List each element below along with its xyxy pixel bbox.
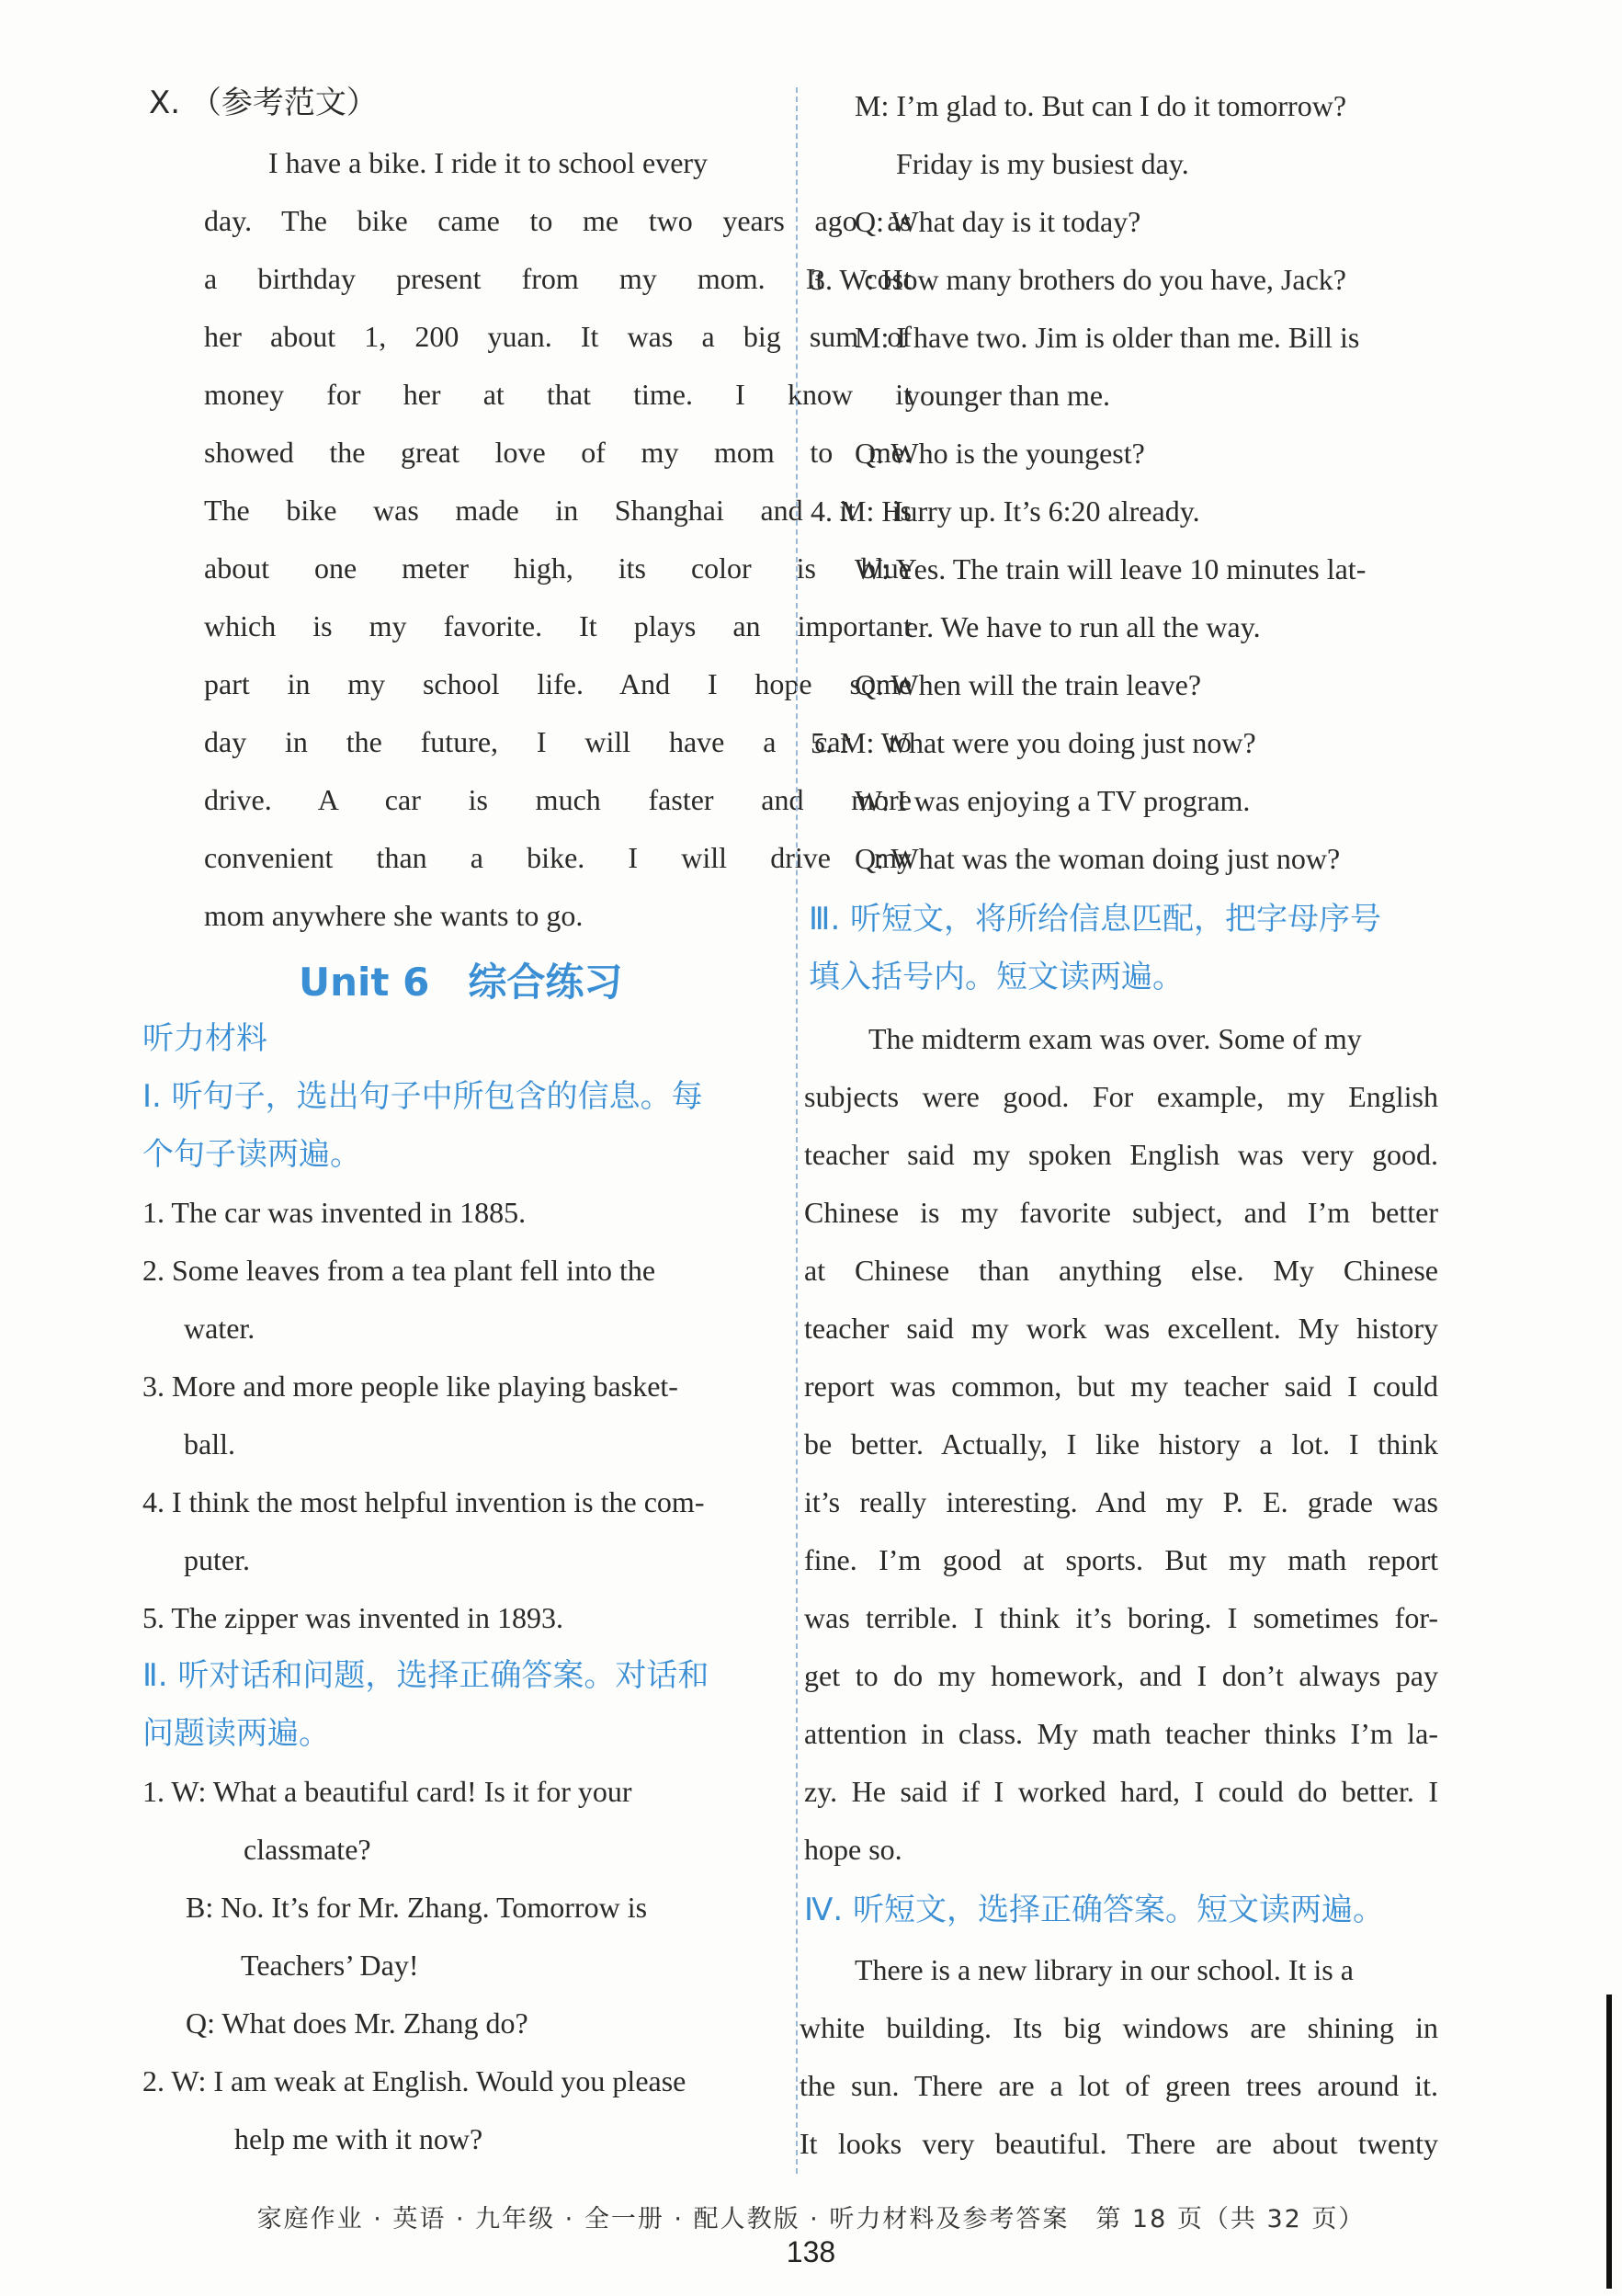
essay-line: her about 1, 200 yuan. It was a big sum of [204, 320, 912, 353]
section-2-heading: Ⅱ. 听对话和问题，选择正确答案。对话和 [142, 1657, 709, 1694]
list-item: water. [184, 1312, 255, 1345]
dialog-line: 2. W: I am weak at English. Would you please [142, 2064, 686, 2097]
dialog-line: Q: What day is it today? [855, 205, 1141, 238]
unit-title: Unit 6 综合练习 [299, 960, 623, 1005]
essay-line: The bike was made in Shanghai and it is [204, 494, 912, 527]
section-1-heading-cont: 个句子读两遍。 [142, 1136, 361, 1173]
essay-line: convenient than a bike. I will drive my [204, 841, 912, 874]
section-3-heading: Ⅲ. 听短文，将所给信息匹配，把字母序号 [809, 901, 1382, 938]
dialog-line: help me with it now? [234, 2122, 483, 2155]
dialog-line: 3. W: How many brothers do you have, Jack? [811, 263, 1346, 296]
column-divider [796, 87, 798, 2174]
passage-line: white building. Its big windows are shining in [800, 2011, 1438, 2044]
essay-line: money for her at that time. I know it [204, 378, 912, 411]
passage-line: zy. He said if I worked hard, I could do better. I [804, 1775, 1438, 1808]
passage-line: fine. I’m good at sports. But my math report [804, 1543, 1438, 1576]
dialog-line: 4. M: Hurry up. It’s 6:20 already. [811, 494, 1200, 528]
list-item: ball. [184, 1427, 235, 1461]
dialog-line: M: I have two. Jim is older than me. Bill is [855, 321, 1360, 354]
page-footer: 家庭作业 · 英语 · 九年级 · 全一册 · 配人教版 · 听力材料及参考答案 第 18 页（共 32 页） [256, 2205, 1366, 2233]
essay-line: part in my school life. And I hope some [204, 667, 912, 700]
essay-line: day. The bike came to me two years ago as [204, 204, 912, 237]
dialog-line: M: I’m glad to. But can I do it tomorrow? [855, 89, 1347, 122]
passage-line: hope so. [804, 1833, 902, 1866]
list-item: puter. [184, 1543, 250, 1576]
section-4-heading: Ⅳ. 听短文，选择正确答案。短文读两遍。 [804, 1892, 1384, 1928]
list-item: 5. The zipper was invented in 1893. [142, 1601, 563, 1634]
essay-line: showed the great love of my mom to me. [204, 436, 912, 469]
dialog-line: er. We have to run all the way. [905, 610, 1261, 643]
scan-edge-mark [1606, 1995, 1612, 2289]
passage-line: report was common, but my teacher said I could [804, 1370, 1438, 1403]
dialog-line: Q: What was the woman doing just now? [855, 842, 1341, 875]
dialog-line: W: Yes. The train will leave 10 minutes lat- [855, 552, 1367, 585]
passage-line: get to do my homework, and I don’t always pay [804, 1659, 1438, 1692]
passage-line: subjects were good. For example, my English [804, 1080, 1438, 1113]
dialog-line: Q: When will the train leave? [855, 668, 1202, 701]
list-item: 1. The car was invented in 1885. [142, 1196, 527, 1229]
essay-line: mom anywhere she wants to go. [204, 899, 584, 932]
listening-heading: 听力材料 [142, 1020, 267, 1057]
page-number: 138 [786, 2235, 836, 2268]
passage-line: The midterm exam was over. Some of my [868, 1022, 1362, 1055]
passage-line: It looks very beautiful. There are about twenty [800, 2127, 1438, 2160]
passage-line: Chinese is my favorite subject, and I’m better [804, 1196, 1438, 1229]
list-item: 3. More and more people like playing basket- [142, 1370, 678, 1403]
passage-line: teacher said my spoken English was very good. [804, 1138, 1438, 1171]
passage-line: at Chinese than anything else. My Chinese [804, 1254, 1438, 1287]
passage-line: it’s really interesting. And my P. E. grade was [804, 1485, 1438, 1518]
dialog-line: classmate? [244, 1833, 371, 1866]
list-item: 4. I think the most helpful invention is the com- [142, 1485, 705, 1518]
dialog-line: 5. M: What were you doing just now? [811, 726, 1256, 759]
passage-line: There is a new library in our school. It is a [855, 1953, 1354, 1986]
passage-line: teacher said my work was excellent. My history [804, 1312, 1438, 1345]
essay-line: day in the future, I will have a car to [204, 725, 912, 758]
section-1-heading: Ⅰ. 听句子，选出句子中所包含的信息。每 [142, 1078, 703, 1115]
essay-line: drive. A car is much faster and more [204, 783, 912, 816]
dialog-line: B: No. It’s for Mr. Zhang. Tomorrow is [186, 1891, 648, 1924]
section-x-heading: X. （参考范文） [149, 85, 378, 121]
essay-line: about one meter high, its color is blue [204, 551, 912, 585]
passage-line: be better. Actually, I like history a lot. I think [804, 1427, 1438, 1461]
dialog-line: 1. W: What a beautiful card! Is it for your [142, 1775, 632, 1808]
dialog-line: Q: Who is the youngest? [855, 437, 1145, 470]
dialog-line: Teachers’ Day! [241, 1949, 419, 1982]
dialog-line: younger than me. [905, 379, 1111, 412]
passage-line: the sun. There are a lot of green trees around it. [800, 2069, 1438, 2102]
section-2-heading-cont: 问题读两遍。 [142, 1715, 330, 1752]
essay-line: which is my favorite. It plays an important [204, 609, 912, 642]
essay-line: I have a bike. I ride it to school every [268, 146, 709, 179]
list-item: 2. Some leaves from a tea plant fell into the [142, 1254, 656, 1287]
dialog-line: Friday is my busiest day. [896, 147, 1189, 180]
passage-line: attention in class. My math teacher thinks I’m la- [804, 1717, 1438, 1750]
section-3-heading-cont: 填入括号内。短文读两遍。 [809, 959, 1184, 995]
essay-line: a birthday present from my mom. It cost [204, 262, 912, 295]
dialog-line: W: I was enjoying a TV program. [855, 784, 1251, 817]
dialog-line: Q: What does Mr. Zhang do? [186, 2006, 528, 2040]
passage-line: was terrible. I think it’s boring. I sometimes for- [804, 1601, 1438, 1634]
